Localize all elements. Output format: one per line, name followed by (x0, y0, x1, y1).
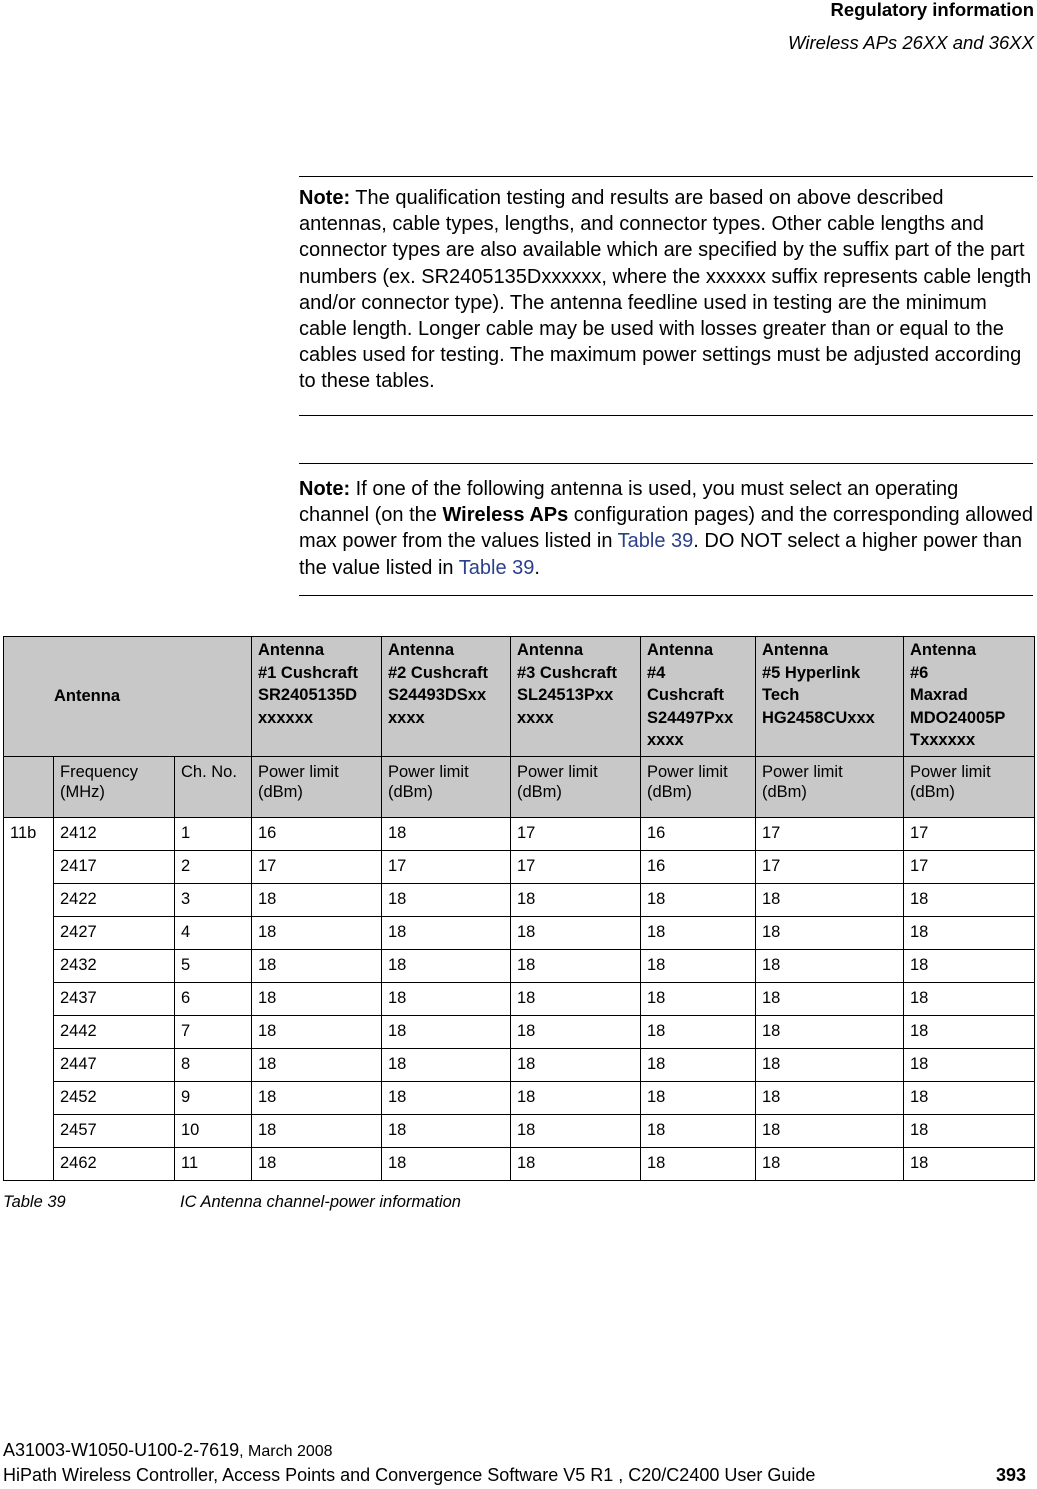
frequency-cell: 2427 (54, 917, 175, 950)
power-limit-cell: 18 (756, 1148, 904, 1181)
power-limit-cell: 18 (252, 1016, 382, 1049)
power-limit-cell: 18 (756, 1082, 904, 1115)
note-body: . (534, 556, 540, 579)
antenna-4-header: Antenna #4 Cushcraft S24497Pxx xxxx (641, 637, 756, 757)
power-limit-cell: 17 (904, 818, 1035, 851)
note-qualification (299, 176, 1033, 416)
channel-cell: 6 (175, 983, 252, 1016)
power-limit-cell: 17 (756, 851, 904, 884)
power-limit-header: Power limit (dBm) (756, 757, 904, 818)
power-limit-cell: 18 (756, 983, 904, 1016)
wireless-aps-term: Wireless APs (442, 504, 569, 527)
power-limit-cell: 18 (252, 917, 382, 950)
power-limit-cell: 18 (756, 1049, 904, 1082)
channel-cell: 1 (175, 818, 252, 851)
power-limit-cell: 18 (641, 983, 756, 1016)
power-limit-cell: 18 (252, 1148, 382, 1181)
power-limit-header: Power limit (dBm) (382, 757, 511, 818)
power-limit-cell: 18 (382, 884, 511, 917)
header-title: Regulatory information (830, 0, 1034, 20)
power-limit-cell: 18 (641, 1148, 756, 1181)
antenna-header-row (4, 637, 1035, 757)
power-limit-cell: 16 (641, 851, 756, 884)
table-row (4, 917, 1035, 950)
power-limit-cell: 17 (904, 851, 1035, 884)
power-limit-cell: 18 (382, 1148, 511, 1181)
table-number: Table 39 (3, 1193, 66, 1211)
frequency-cell: 2417 (54, 851, 175, 884)
power-limit-cell: 18 (382, 950, 511, 983)
power-limit-cell: 18 (641, 950, 756, 983)
power-limit-cell: 18 (382, 1082, 511, 1115)
ic-antenna-table (3, 636, 1035, 1181)
frequency-cell: 2447 (54, 1049, 175, 1082)
frequency-cell: 2432 (54, 950, 175, 983)
antenna-6-header: Antenna #6 Maxrad MDO24005P Txxxxxx (904, 637, 1035, 757)
note-body: The qualification testing and results are based on above described antennas, cable types, lengths, and connector types. Other cable lengths and connector types are also available which are specified by the suffix part of the part numbers (ex. SR2405135Dxxxxxx, where the xxxxxx suffix represents cable length and/or connector type). The antenna feedline used in testing are the minimum cable length. Longer cable may be used with losses greater than or equal to the cables used for testing. The maximum power settings must be adjusted according to these tables. (299, 187, 1032, 393)
power-limit-cell: 18 (904, 983, 1035, 1016)
power-limit-cell: 18 (252, 950, 382, 983)
channel-cell: 2 (175, 851, 252, 884)
power-limit-cell: 18 (511, 983, 641, 1016)
power-limit-header: Power limit (dBm) (252, 757, 382, 818)
frequency-cell: 2452 (54, 1082, 175, 1115)
table-row (4, 1082, 1035, 1115)
power-limit-cell: 18 (756, 950, 904, 983)
note-body: . DO NOT select a higher power than the value listed in (299, 530, 1022, 579)
note-qualification-text (299, 185, 1033, 395)
power-limit-cell: 18 (382, 1016, 511, 1049)
power-limit-cell: 18 (904, 917, 1035, 950)
power-limit-cell: 18 (904, 1049, 1035, 1082)
frequency-header: Frequency (MHz) (54, 757, 175, 818)
frequency-cell: 2457 (54, 1115, 175, 1148)
frequency-cell: 2412 (54, 818, 175, 851)
channel-cell: 10 (175, 1115, 252, 1148)
power-limit-cell: 18 (511, 1049, 641, 1082)
power-limit-cell: 17 (382, 851, 511, 884)
power-limit-header: Power limit (dBm) (511, 757, 641, 818)
power-limit-cell: 18 (641, 884, 756, 917)
note-body: configuration pages) and the corresponding allowed max power from the values listed in (299, 504, 1034, 553)
table-caption (3, 1193, 461, 1212)
power-limit-cell: 18 (382, 1115, 511, 1148)
table-39-link[interactable]: Table 39 (617, 530, 694, 553)
power-limit-cell: 18 (904, 950, 1035, 983)
power-limit-cell: 18 (904, 884, 1035, 917)
channel-cell: 5 (175, 950, 252, 983)
power-limit-cell: 18 (511, 1016, 641, 1049)
channel-header: Ch. No. (175, 757, 252, 818)
power-limit-cell: 18 (252, 1049, 382, 1082)
power-limit-cell: 18 (904, 1115, 1035, 1148)
power-limit-cell: 18 (511, 1115, 641, 1148)
power-limit-cell: 16 (252, 818, 382, 851)
header-subtitle: Wireless APs 26XX and 36XX (788, 32, 1034, 53)
doc-date: , March 2008 (239, 1443, 333, 1460)
power-limit-cell: 18 (904, 1016, 1035, 1049)
band-cell: 11b (4, 818, 54, 1181)
table-row (4, 1115, 1035, 1148)
antenna-label: Antenna (4, 637, 252, 757)
antenna-1-header: Antenna #1 Cushcraft SR2405135D xxxxxx (252, 637, 382, 757)
power-limit-header: Power limit (dBm) (641, 757, 756, 818)
antenna-5-header: Antenna #5 Hyperlink Tech HG2458CUxxx (756, 637, 904, 757)
power-limit-cell: 16 (641, 818, 756, 851)
power-limit-cell: 18 (641, 1049, 756, 1082)
power-limit-cell: 18 (641, 917, 756, 950)
power-limit-cell: 18 (511, 1148, 641, 1181)
power-limit-cell: 17 (511, 851, 641, 884)
power-limit-header: Power limit (dBm) (904, 757, 1035, 818)
table-row (4, 1148, 1035, 1181)
power-limit-cell: 18 (252, 884, 382, 917)
power-limit-cell: 18 (382, 917, 511, 950)
power-limit-cell: 17 (511, 818, 641, 851)
power-limit-cell: 18 (252, 983, 382, 1016)
column-header-row (4, 757, 1035, 818)
channel-cell: 3 (175, 884, 252, 917)
page-number: 393 (995, 1465, 1026, 1485)
power-limit-cell: 18 (382, 983, 511, 1016)
power-limit-cell: 18 (756, 1115, 904, 1148)
power-limit-cell: 18 (641, 1082, 756, 1115)
footer-guide-title: HiPath Wireless Controller, Access Points and Convergence Software V5 R1 , C20/C2400 User Guide (3, 1465, 816, 1485)
power-limit-cell: 18 (756, 917, 904, 950)
antenna-2-header: Antenna #2 Cushcraft S24493DSxx xxxx (382, 637, 511, 757)
doc-id: A31003-W1050-U100-2-7619 (3, 1440, 240, 1460)
table-row (4, 983, 1035, 1016)
power-limit-cell: 18 (511, 1082, 641, 1115)
power-limit-cell: 18 (382, 818, 511, 851)
band-header (4, 757, 54, 818)
power-limit-cell: 18 (904, 1082, 1035, 1115)
table-title: IC Antenna channel-power information (180, 1193, 461, 1211)
power-limit-cell: 18 (511, 917, 641, 950)
table-39-link[interactable]: Table 39 (458, 556, 535, 579)
power-limit-cell: 18 (511, 884, 641, 917)
note-label: Note: (299, 478, 351, 500)
note-antenna-selection-text (299, 476, 1033, 581)
note-antenna-selection (299, 463, 1033, 596)
frequency-cell: 2462 (54, 1148, 175, 1181)
power-limit-cell: 18 (904, 1148, 1035, 1181)
channel-cell: 7 (175, 1016, 252, 1049)
note-label: Note: (299, 187, 351, 209)
power-limit-cell: 17 (756, 818, 904, 851)
channel-cell: 4 (175, 917, 252, 950)
power-limit-cell: 18 (252, 1082, 382, 1115)
antenna-3-header: Antenna #3 Cushcraft SL24513Pxx xxxx (511, 637, 641, 757)
power-limit-cell: 18 (382, 1049, 511, 1082)
channel-cell: 9 (175, 1082, 252, 1115)
table-row (4, 1016, 1035, 1049)
table-row (4, 884, 1035, 917)
table-row (4, 950, 1035, 983)
note-body: If one of the following antenna is used, you must select an operating channel (on the (299, 478, 959, 527)
table-row (4, 1049, 1035, 1082)
power-limit-cell: 18 (756, 884, 904, 917)
power-limit-cell: 18 (641, 1016, 756, 1049)
channel-cell: 8 (175, 1049, 252, 1082)
power-limit-cell: 18 (641, 1115, 756, 1148)
table-row (4, 851, 1035, 884)
power-limit-cell: 18 (511, 950, 641, 983)
channel-cell: 11 (175, 1148, 252, 1181)
power-limit-cell: 18 (252, 1115, 382, 1148)
table-row (4, 818, 1035, 851)
power-limit-cell: 17 (252, 851, 382, 884)
footer-doc-id (3, 1440, 333, 1461)
frequency-cell: 2442 (54, 1016, 175, 1049)
power-limit-cell: 18 (756, 1016, 904, 1049)
frequency-cell: 2422 (54, 884, 175, 917)
frequency-cell: 2437 (54, 983, 175, 1016)
